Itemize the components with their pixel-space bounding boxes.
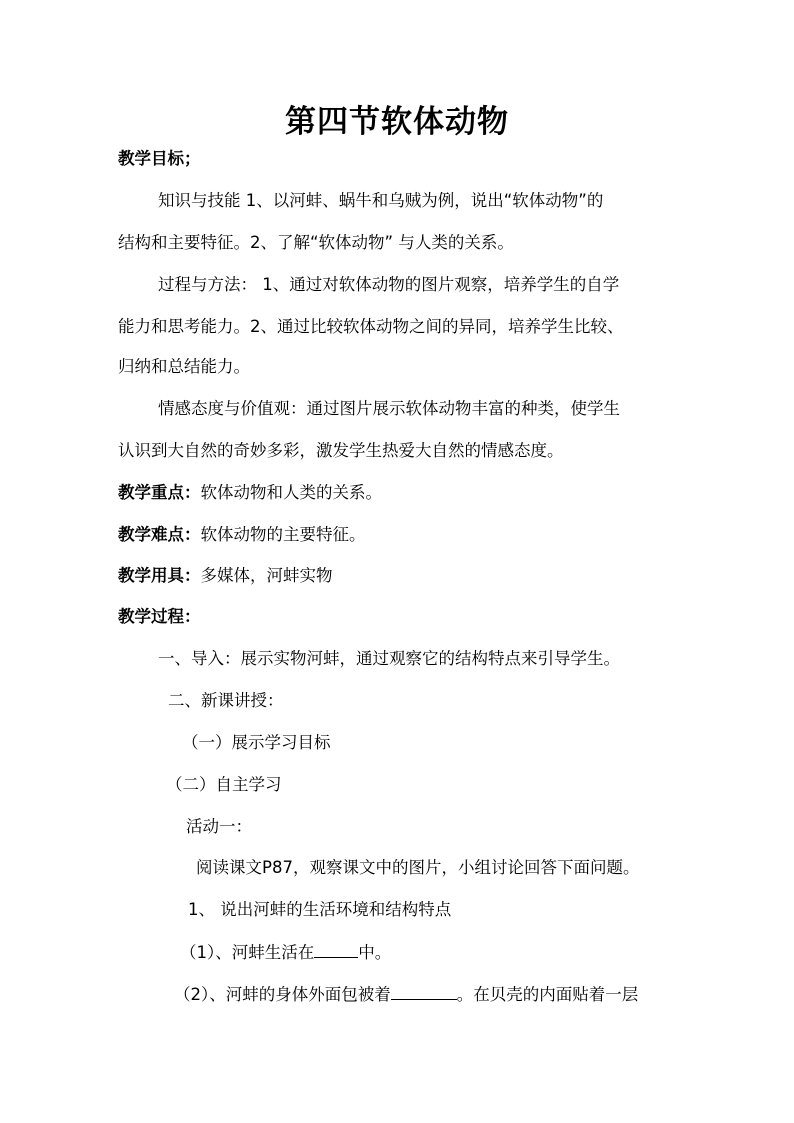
question-1-1-suffix: 中。 (358, 943, 392, 962)
emotion-line-2: 认识到大自然的奇妙多彩，激发学生热爱大自然的情感态度。 (118, 441, 564, 460)
process-line-2: 能力和思考能力。2、通过比较软体动物之间的异同，培养学生比较、 (118, 317, 624, 336)
reading-instruction: 阅读课文P87，观察课文中的图片，小组讨论回答下面问题。 (196, 858, 640, 877)
key-point-text: 软体动物和人类的关系。 (200, 483, 382, 502)
objectives-heading: 教学目标； (118, 149, 201, 168)
difficulty-label: 教学难点： (118, 525, 201, 544)
difficulty-line (118, 524, 698, 546)
question-1-2 (174, 983, 754, 1006)
process-line-1: 过程与方法： 1、通过对软体动物的图片观察，培养学生的自学 (158, 275, 620, 294)
question-1-2-prefix: （2）、河蚌的身体外面包被着 (174, 985, 391, 1004)
process-line-3: 归纳和总结能力。 (118, 357, 250, 376)
key-point-label: 教学重点： (118, 483, 201, 502)
page-title: 第四节软体动物 (285, 104, 509, 140)
answer-blank-shell[interactable] (391, 983, 457, 1000)
tools-label: 教学用具： (118, 566, 201, 585)
key-point-line (118, 482, 698, 504)
answer-blank-habitat[interactable] (314, 941, 358, 958)
step-self-study: （二）自主学习 (166, 775, 282, 794)
process-heading: 教学过程： (118, 607, 201, 626)
tools-text: 多媒体，河蚌实物 (200, 566, 333, 585)
emotion-line-1: 情感态度与价值观：通过图片展示软体动物丰富的种类，使学生 (158, 399, 620, 418)
difficulty-text: 软体动物的主要特征。 (200, 525, 366, 544)
question-1-2-suffix: 。在贝壳的内面贴着一层 (456, 985, 639, 1004)
question-1: 1、 说出河蚌的生活环境和结构特点 (188, 900, 452, 919)
knowledge-line-2: 结构和主要特征。2、了解“软体动物” 与人类的关系。 (118, 233, 514, 252)
tools-line (118, 565, 698, 587)
question-1-1 (180, 941, 760, 964)
knowledge-line-1: 知识与技能 1、以河蚌、蜗牛和乌贼为例，说出“软体动物”的 (158, 191, 604, 210)
step-new-lesson: 二、新课讲授： (168, 691, 284, 710)
activity-one: 活动一： (186, 817, 252, 836)
step-show-objectives: （一）展示学习目标 (182, 733, 331, 752)
question-1-1-prefix: （1）、河蚌生活在 (180, 943, 315, 962)
step-intro: 一、导入：展示实物河蚌，通过观察它的结构特点来引导学生。 (158, 649, 620, 668)
